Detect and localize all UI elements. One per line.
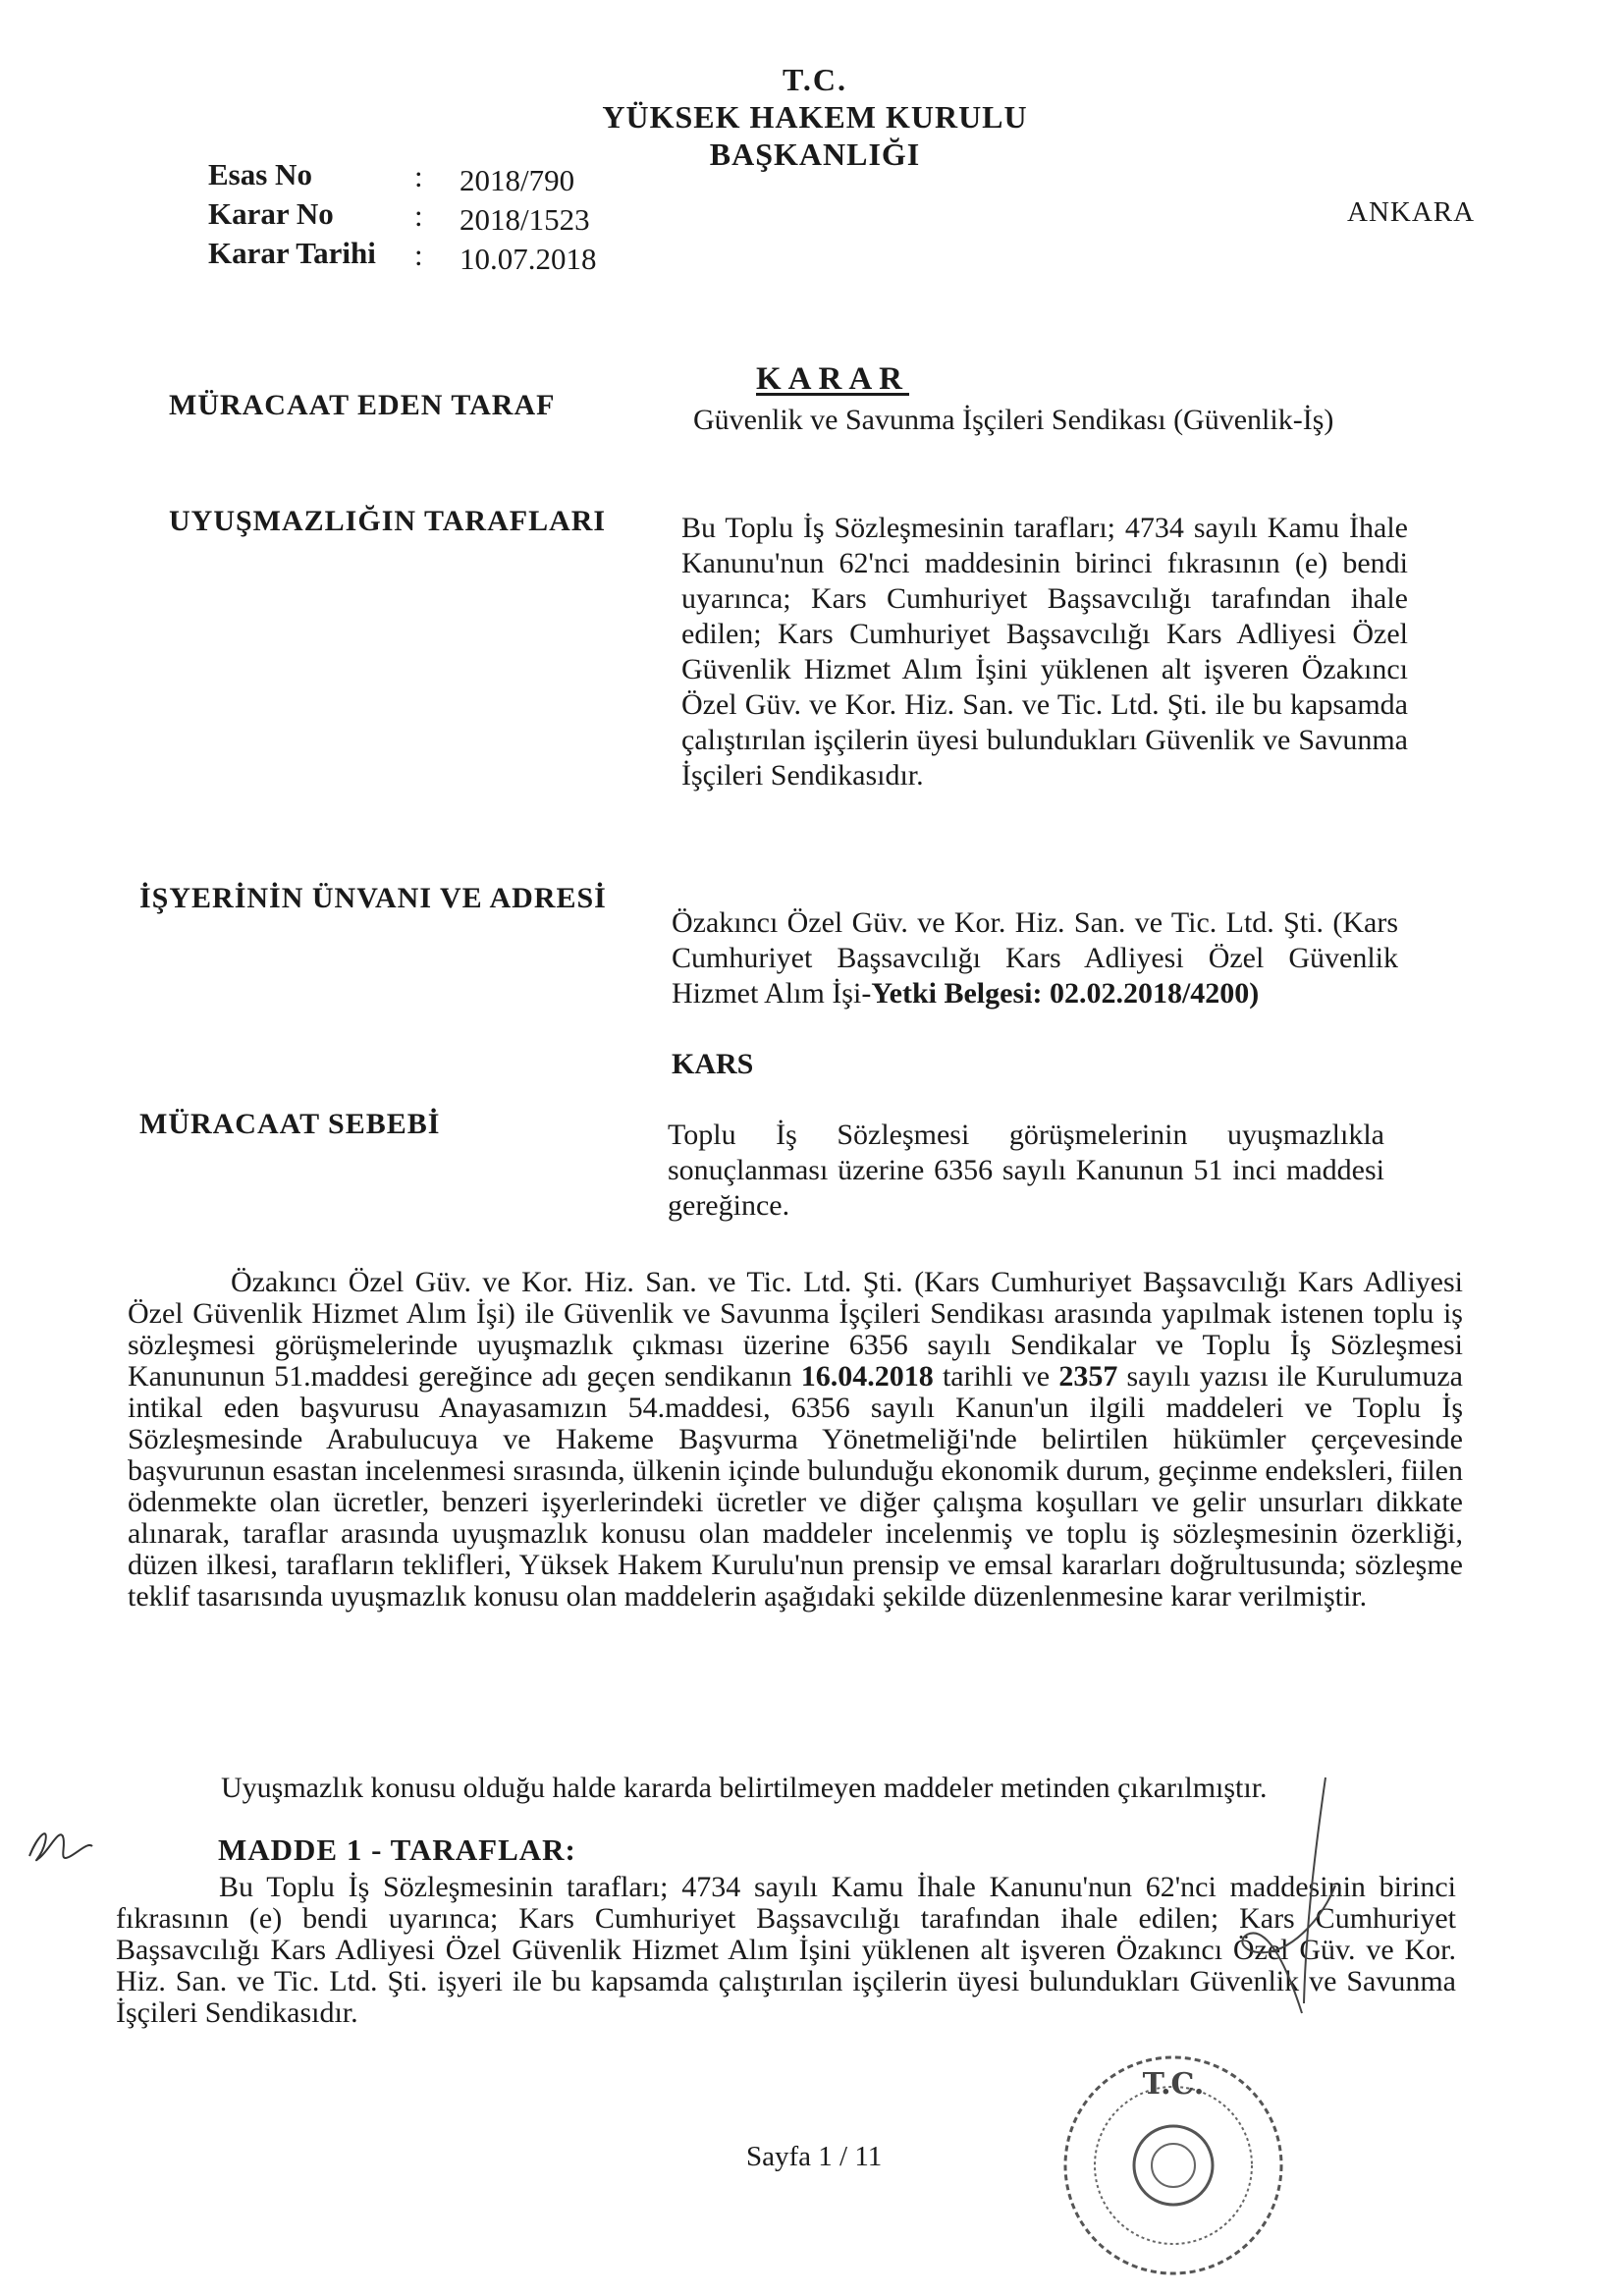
application-number: 2357: [1058, 1360, 1118, 1393]
reason-text: Toplu İş Sözleşmesi görüşmelerinin uyuşmazlıkla sonuçlanması üzerine 6356 sayılı Kanunun 51 inci maddesi gereğince.: [668, 1119, 1384, 1222]
karar-colon: :: [414, 198, 423, 233]
header-city: ANKARA: [1347, 196, 1476, 228]
removed-articles-note: Uyuşmazlık konusu olduğu halde kararda belirtilmeyen maddeler metinden çıkarılmıştır.: [221, 1772, 1268, 1804]
esas-colon: :: [414, 159, 423, 193]
esas-value: 2018/790: [460, 163, 575, 197]
page-number: Sayfa 1 / 11: [746, 2141, 883, 2172]
institution-header: [550, 61, 1080, 173]
decision-title: KARAR: [756, 361, 909, 397]
svg-text:T.C.: T.C.: [1142, 2067, 1205, 2102]
header-country: T.C.: [782, 62, 848, 97]
article-1-title: MADDE 1 - TARAFLAR:: [218, 1832, 576, 1867]
paragraph-part-c: sayılı yazısı ile Kurulumuza intikal eden başvurusu Anayasamızın 54.maddesi, 6356 sayılı Kanun'un ilgili maddeleri ve Toplu İş Sözleşmesinde Arabulucuya ve Hakeme Başvurma Yönetmeliği'nde belirtilen hükümler çerçevesinde başvurunun esastan incelenmesi sırasında, ülkenin içinde bulunduğu ekonomik durum, geçinme endeksleri, fiilen ödenmekte olan ücretler, benzeri işyerlerindeki ücretler ve diğer çalışma koşulları ve gelir unsurları dikkate alınarak, taraflar arasında uyuşmazlık konusu olan maddeler incelenmiş ve toplu iş sözleşmesinin özerkliği, düzen ilkesi, tarafların teklifleri, Yüksek Hakem Kurulu'nun prensip ve emsal kararları doğrultusunda; sözleşme teklif tasarısında uyuşmazlık konusu olan maddelerin aşağıdaki şekilde düzenlenmesine karar verilmiştir.: [128, 1360, 1463, 1613]
workplace-permit: Yetki Belgesi: 02.02.2018/4200): [871, 977, 1260, 1010]
tarih-value: 10.07.2018: [460, 242, 597, 276]
workplace-label: İŞYERİNİN ÜNVANI VE ADRESİ: [139, 882, 607, 914]
parties-text: Bu Toplu İş Sözleşmesinin tarafları; 4734 sayılı Kamu İhale Kanunu'nun 62'nci maddesinin birinci fıkrasının (e) bendi uyarınca; Kars Cumhuriyet Başsavcılığı tarafından ihale edilen; Kars Cumhuriyet Başsavcılığı Kars Adliyesi Özel Güvenlik Hizmet Alım İşini yüklenen alt işveren Özakıncı Özel Güv. ve Kor. Hiz. San. ve Tic. Ltd. Şti. ile bu kapsamda çalıştırılan işçilerin üyesi bulundukları Güvenlik ve Savunma İşçileri Sendikasıdır.: [681, 512, 1408, 792]
applicant-text: Güvenlik ve Savunma İşçileri Sendikası (Güvenlik-İş): [693, 404, 1334, 436]
paragraph-part-a: Özakıncı Özel Güv. ve Kor. Hiz. San. ve Tic. Ltd. Şti. (Kars Cumhuriyet Başsavcılığı Kars Adliyesi Özel Güvenlik Hizmet Alım İşi) ile Güvenlik ve Savunma İşçileri Sendikası arasında yapılmak istenen toplu iş sözleşmesi görüşmelerinde uyuşmazlık çıkması üzerine 6356 sayılı Sendikalar ve Toplu İş Sözleşmesi Kanununun 51.maddesi gereğince adı geçen sendikanın: [128, 1266, 1463, 1393]
workplace-city: KARS: [672, 1048, 754, 1080]
tarih-label: Karar Tarihi: [208, 236, 376, 270]
paragraph-part-b: tarihli ve: [933, 1360, 1059, 1393]
article-1-text: Bu Toplu İş Sözleşmesinin tarafları; 4734 sayılı Kamu İhale Kanunu'nun 62'nci maddesinin birinci fıkrasının (e) bendi uyarınca; Kars Cumhuriyet Başsavcılığı tarafından ihale edilen; Kars Cumhuriyet Başsavcılığı Kars Adliyesi Özel Güvenlik Hizmet Alım İşini yüklenen alt işveren Özakıncı Özel Güv. ve Kor. Hiz. San. ve Tic. Ltd. Şti. işyeri ile bu kapsamda çalıştırılan işçilerin üyesi bulundukları Güvenlik ve Savunma İşçileri Sendikasıdır.: [116, 1871, 1456, 2029]
tarih-colon: :: [414, 238, 423, 272]
workplace-name: Özakıncı Özel Güv. ve Kor. Hiz. San. ve Tic. Ltd. Şti. (Kars Cumhuriyet Başsavcılığı Kars Adliyesi Özel Güvenlik Hizmet Alım İşi-: [672, 906, 1398, 1010]
esas-label: Esas No: [208, 157, 312, 191]
parties-label: UYUŞMAZLIĞIN TARAFLARI: [169, 505, 607, 537]
karar-label: Karar No: [208, 196, 334, 231]
case-meta: [208, 157, 621, 275]
workplace-text: [672, 905, 1398, 1011]
official-seal: [1041, 2043, 1306, 2288]
header-office: BAŞKANLIĞI: [709, 137, 921, 172]
karar-value: 2018/1523: [460, 202, 590, 237]
reason-label: MÜRACAAT SEBEBİ: [139, 1108, 441, 1140]
header-institution: YÜKSEK HAKEM KURULU: [602, 99, 1028, 135]
margin-initials-mark: [20, 1807, 98, 1876]
applicant-label: MÜRACAAT EDEN TARAF: [169, 389, 556, 421]
decision-paragraph: [128, 1267, 1463, 1613]
application-date: 16.04.2018: [800, 1360, 934, 1393]
